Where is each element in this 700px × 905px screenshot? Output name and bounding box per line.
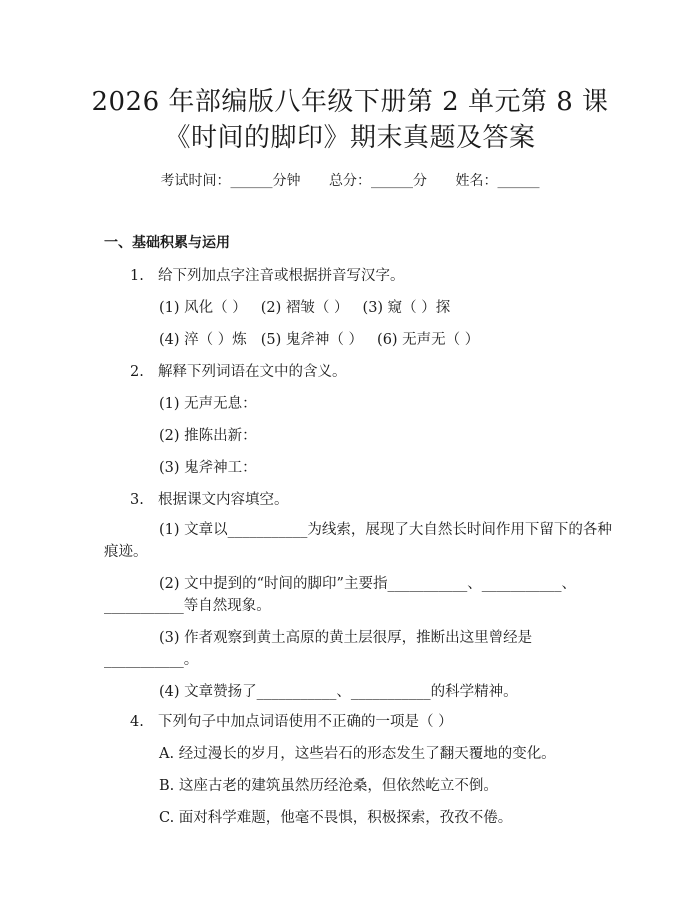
question-stem: 给下列加点字注音或根据拼音写汉字。	[158, 268, 405, 284]
q1-item: (6) 无声无（ ）	[377, 332, 480, 348]
q3-item-3: (3) 作者观察到黄土高原的黄土层很厚，推断出这里曾经是	[159, 630, 533, 646]
question-number: 1.	[130, 268, 144, 284]
exam-info	[0, 170, 700, 190]
q4-option-a: A. 经过漫长的岁月，这些岩石的形态发生了翻天覆地的变化。	[159, 746, 556, 762]
question-2	[130, 360, 347, 381]
q3-item-3-cont: ___________。	[104, 652, 199, 668]
q2-item: (2) 推陈出新：	[159, 428, 257, 444]
q4-option-c: C. 面对科学难题，他毫不畏惧，积极探索，孜孜不倦。	[159, 810, 513, 826]
q3-item-1-cont: 痕迹。	[104, 544, 148, 560]
question-3	[130, 488, 289, 509]
q1-item: (2) 褶皱（ ）	[260, 300, 349, 316]
question-stem: 解释下列词语在文中的含义。	[158, 364, 347, 380]
student-name: 姓名：______	[455, 173, 540, 189]
question-stem: 根据课文内容填空。	[158, 492, 289, 508]
question-stem: 下列句子中加点词语使用不正确的一项是（ ）	[158, 714, 453, 730]
total-score: 总分：______分	[329, 173, 427, 189]
q3-item-1: (1) 文章以___________为线索，展现了大自然长时间作用下留下的各种	[159, 522, 612, 538]
q1-options-row-2	[159, 328, 479, 349]
title-line-1: 2026 年部编版八年级下册第 2 单元第 8 课	[91, 87, 609, 117]
q2-item: (1) 无声无息：	[159, 396, 257, 412]
q3-item-4: (4) 文章赞扬了___________、___________的科学精神。	[159, 684, 518, 700]
question-number: 4.	[130, 714, 144, 730]
q1-item: (4) 淬（ ）炼	[159, 332, 247, 348]
q3-item-2: (2) 文中提到的“时间的脚印”主要指___________、___________、	[159, 576, 576, 592]
question-4	[130, 710, 453, 731]
exam-time: 考试时间：______分钟	[160, 173, 301, 189]
question-1	[130, 264, 405, 285]
question-number: 2.	[130, 364, 144, 380]
q2-item: (3) 鬼斧神工：	[159, 460, 257, 476]
q3-item-2-cont: ___________等自然现象。	[104, 598, 271, 614]
q4-option-b: B. 这座古老的建筑虽然历经沧桑，但依然屹立不倒。	[159, 778, 498, 794]
q1-item: (1) 风化（ ）	[159, 300, 247, 316]
q1-item: (5) 鬼斧神（ ）	[260, 332, 364, 348]
section-heading: 一、基础积累与运用	[104, 235, 230, 251]
q1-item: (3) 窥（ ）探	[362, 300, 451, 316]
title-line-2: 《时间的脚印》期末真题及答案	[164, 123, 536, 153]
question-number: 3.	[130, 492, 144, 508]
q1-options-row-1	[159, 296, 450, 317]
